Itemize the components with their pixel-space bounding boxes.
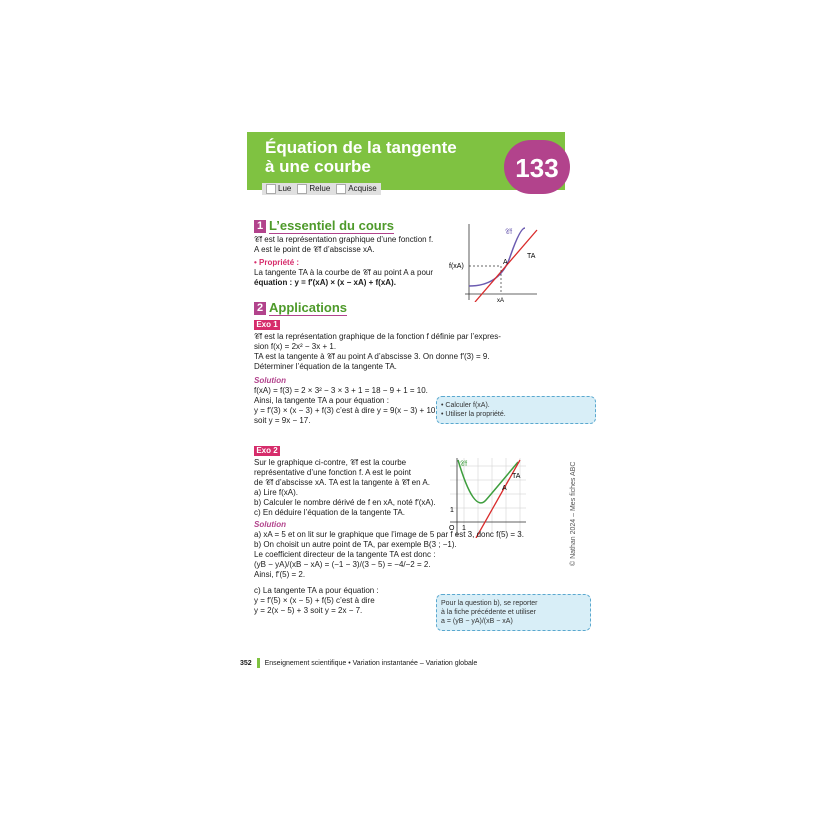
- y-unit-label: 1: [450, 507, 454, 514]
- ta-label: TA: [527, 253, 536, 260]
- page: [240, 128, 592, 688]
- fxa-label: f(xA): [449, 263, 464, 270]
- x-unit-label: 1: [462, 525, 466, 532]
- check-relue[interactable]: Relue: [297, 183, 330, 195]
- checkbox-icon[interactable]: [297, 184, 307, 194]
- title-line-1: Équation de la tangente: [265, 138, 457, 157]
- page-footer: [240, 658, 592, 670]
- exo-1-label: Exo 1: [254, 320, 280, 330]
- exo-2-statement: Sur le graphique ci-contre, 𝒞f est la courbe représentative d’une fonction f. A est le point de 𝒞f d’abscisse xA. TA est la tangente à 𝒞f en A. a) Lire f(xA). b) Calculer le nombre dérivé de f en xA, noté f′(xA). c) En déduire l’équation de la tangente TA.: [254, 458, 436, 517]
- point-a-label: A: [503, 259, 508, 266]
- cf-label: 𝒞f: [460, 461, 468, 468]
- exo-2-hint: Pour la question b), se reporter à la fiche précédente et utiliser a = (yB − yA)/(xB − xA): [436, 594, 591, 631]
- xa-label: xA: [497, 298, 505, 302]
- cf-label: 𝒞f: [505, 229, 513, 236]
- page-title: [265, 138, 495, 176]
- exo-1-hint: • Calculer f(xA). • Utiliser la propriété.: [436, 396, 596, 424]
- exo-1-statement: 𝒞f est la représentation graphique de la fonction f définie par l’expres- sion f(x) = 2x² − 3x + 1. TA est la tangente à 𝒞f au point A d’abscisse 3. On donne f′(3) = 9. Déterminer l’équation de la tangente TA. Solution f(xA) = f(3) = 2 × 3² − 3 × 3 + 1 = 18 − 9 + 1 = 10. Ainsi, la tangente TA a pour équation : y = f′(3) × (x − 3) + f(3) c’est à dire y = 9(x − 3) + 10 soit y = 9x − 17.: [254, 332, 501, 425]
- check-acquise[interactable]: Acquise: [336, 183, 376, 195]
- exo-2-label: Exo 2: [254, 446, 280, 456]
- origin-label: O: [449, 525, 455, 532]
- check-lue[interactable]: Lue: [266, 183, 291, 195]
- sheet-number-badge: 133: [504, 140, 570, 194]
- footer-divider: [257, 658, 260, 668]
- checkbox-icon[interactable]: [266, 184, 276, 194]
- section-2-heading: 2 Applications: [254, 300, 347, 316]
- section-1-text: 𝒞f est la représentation graphique d’une fonction f. A est le point de 𝒞f d’abscisse xA. • Propriété : La tangente TA à la courbe de 𝒞f au point A a pour équation : y = f′(xA) × (x − xA) + f(xA).: [254, 235, 434, 287]
- section-1-heading: 1 L’essentiel du cours: [254, 218, 394, 234]
- point-a-label: A: [502, 485, 507, 492]
- tangent-graph: [445, 222, 541, 302]
- page-number: 352: [240, 660, 252, 667]
- title-line-2: à une courbe: [265, 157, 371, 176]
- copyright: © Nathan 2024 – Mes fiches ABC: [570, 461, 577, 566]
- checkbox-icon[interactable]: [336, 184, 346, 194]
- exo-2-solution: Solution a) xA = 5 et on lit sur le graphique que l’image de 5 par f est 3, donc f(5) = 3. b) On choisit un autre point de TA, par exemple B(3 ; −1). Le coefficient directeur de la tangente TA est donc : (yB − yA)/(xB − xA) = (−1 − 3)/(3 − 5) = −4/−2 = 2. Ainsi, f′(5) = 2. c) La tangente TA a pour équation : y = f′(5) × (x − 5) + f(5) c’est à dire y = 2(x − 5) + 3 soit y = 2x − 7.: [254, 520, 524, 615]
- reading-status: [262, 183, 381, 195]
- footer-text: Enseignement scientifique • Variation instantanée – Variation globale: [264, 660, 478, 667]
- tangent-line: [475, 230, 537, 302]
- ta-label: TA: [512, 473, 521, 480]
